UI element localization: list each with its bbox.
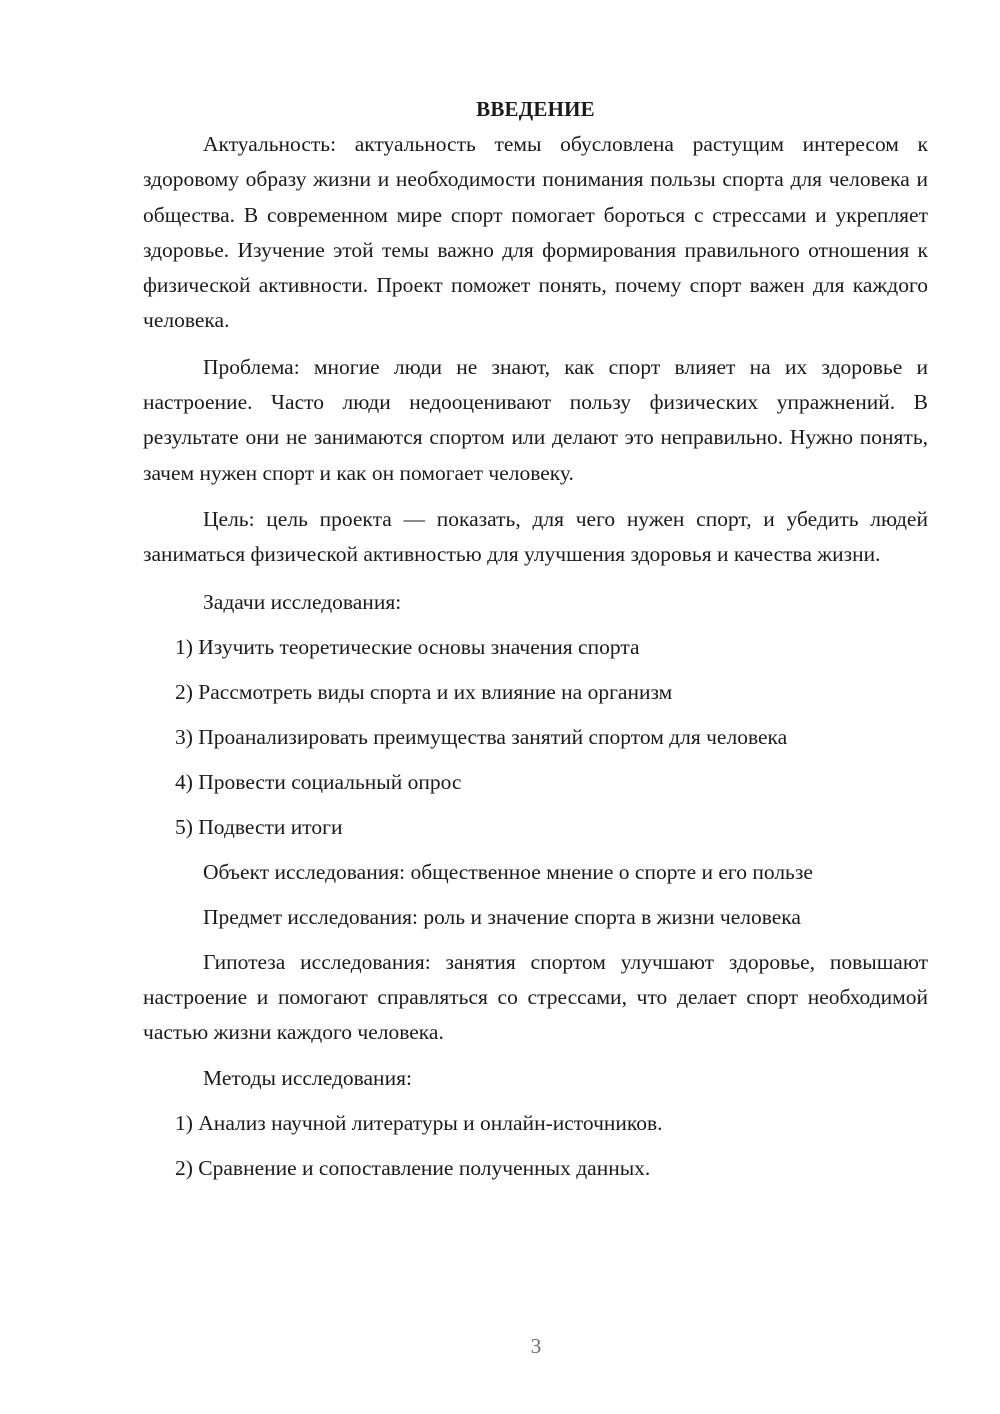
- document-page: [143, 92, 928, 1196]
- relevance-paragraph: Актуальность: актуальность темы обусловлена растущим интересом к здоровому образу жизни и необходимости понимания пользы спорта для человека и общества. В современном мире спорт помогает бороться с стрессами и укрепляет здоровье. Изучение этой темы важно для формирования правильного отношения к физической активности. Проект поможет понять, почему спорт важен для каждого человека.: [143, 132, 928, 333]
- tasks-list: [143, 630, 928, 845]
- goal-paragraph: Цель: цель проекта — показать, для чего нужен спорт, и убедить людей заниматься физической активностью для улучшения здоровья и качества жизни.: [143, 506, 928, 567]
- list-item: 1) Изучить теоретические основы значения спорта: [175, 634, 640, 659]
- methods-list: [143, 1106, 928, 1186]
- page-number: 3: [530, 1334, 542, 1358]
- tasks-heading: Задачи исследования:: [203, 589, 402, 614]
- list-item: 2) Рассмотреть виды спорта и их влияние на организм: [175, 679, 673, 704]
- list-item: 3) Проанализировать преимущества занятий спортом для человека: [175, 724, 788, 749]
- list-item: 5) Подвести итоги: [175, 814, 343, 839]
- list-item: 2) Сравнение и сопоставление полученных данных.: [175, 1156, 651, 1181]
- list-item: 4) Провести социальный опрос: [175, 769, 462, 794]
- object-line: Объект исследования: общественное мнение о спорте и его пользе: [203, 859, 813, 884]
- subject-line: Предмет исследования: роль и значение спорта в жизни человека: [203, 904, 801, 929]
- methods-heading: Методы исследования:: [203, 1066, 412, 1091]
- list-item: 1) Анализ научной литературы и онлайн-источников.: [175, 1111, 663, 1136]
- hypothesis-paragraph: Гипотеза исследования: занятия спортом улучшают здоровье, повышают настроение и помогают справляться со стрессами, что делает спорт необходимой частью жизни каждого человека.: [143, 949, 928, 1045]
- problem-paragraph: Проблема: многие люди не знают, как спорт влияет на их здоровье и настроение. Часто люди недооценивают пользу физических упражнений. В результате они не занимаются спортом или делают это неправильно. Нужно понять, зачем нужен спорт и как он помогает человеку.: [143, 354, 928, 485]
- page-title: ВВЕДЕНИЕ: [476, 97, 595, 121]
